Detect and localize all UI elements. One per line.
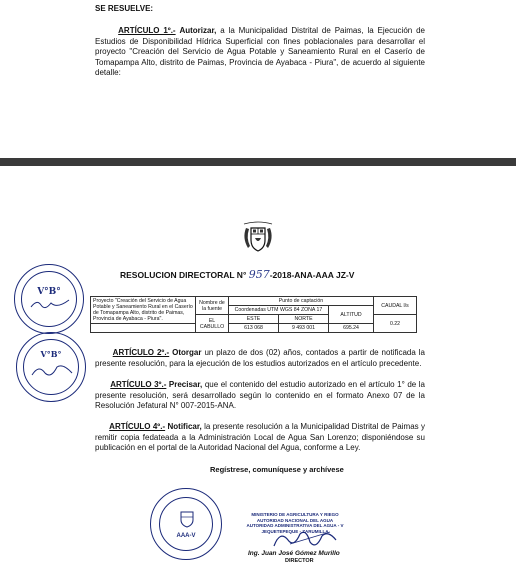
seal-label: AAA-V bbox=[176, 533, 196, 539]
registrese-line: Regístrese, comuníquese y archívese bbox=[210, 465, 344, 474]
document-page-bottom bbox=[0, 172, 516, 573]
table-header-caudal: CAUDAL l/s bbox=[374, 297, 417, 315]
signature-line-4: JEQUETEPEQUE - ZARUMILLA bbox=[261, 528, 329, 534]
seal-emblem-icon bbox=[177, 509, 197, 529]
stamp-1-signature-icon bbox=[29, 297, 71, 311]
article-2-text: un plazo de dos (02) años, contados a partir de notificada la presente resolución, para la ejecución de los estudios autorizados en el artículo precedente. bbox=[95, 348, 425, 368]
ministry-seal-stamp bbox=[150, 488, 222, 560]
table-header-altitud: ALTITUD bbox=[329, 306, 374, 324]
title-prefix: RESOLUCION DIRECTORAL N° bbox=[120, 270, 247, 280]
article-4-verb: Notificar, bbox=[167, 422, 202, 431]
signature-line-3: AUTORIDAD ADMINISTRATIVA DEL AGUA - V bbox=[246, 523, 344, 528]
table-header-coordenadas: Coordenadas UTM WGS 84 ZONA 17 bbox=[229, 306, 329, 315]
stamp-2-vb: V°B° bbox=[40, 349, 62, 359]
table-proyecto-cell: Proyecto "Creación del Servicio de Agua Potable y Saneamiento Rural en el Caserío de Tomapampa Alto, distrito de Paimas, Provincia de Ayabaca - Piura". bbox=[91, 297, 196, 324]
stamp-1-vb: V°B° bbox=[37, 287, 61, 297]
resolution-title bbox=[120, 268, 354, 281]
signer-title: DIRECTOR bbox=[285, 558, 314, 564]
table-header-punto: Punto de captación bbox=[229, 297, 374, 306]
approval-stamp-1 bbox=[14, 264, 84, 334]
detail-table bbox=[90, 296, 417, 333]
article-4 bbox=[95, 422, 425, 454]
peru-coat-of-arms-icon bbox=[240, 220, 276, 254]
article-4-text: la presente resolución a la Municipalidad Distrital de Paimas y remitir copia fedateada a la Administración Local de Agua San Lorenzo; disponiéndose su publicación en el portal de la Autoridad Nacional del Agua, conforme a Ley. bbox=[95, 422, 426, 452]
article-3-verb: Precisar, bbox=[168, 380, 203, 389]
signer-name: Ing. Juan José Gómez Murillo bbox=[248, 550, 340, 557]
signature-line-1: MINISTERIO DE AGRICULTURA Y RIEGO bbox=[251, 512, 339, 517]
article-4-heading: ARTÍCULO 4º.- bbox=[109, 422, 166, 431]
article-1-text: a la Municipalidad Distrital de Paimas, la Ejecución de Estudios de Disponibilidad Hídrica Superficial con fines poblacionales para desarrollar el proyecto "Creación del Servicio de Agua Potable y Saneamiento Rural en el Caserío de Tomapampa Alto, distrito de Paimas, Provincia de Ayabaca - Piura", de acuerdo al siguiente detalle: bbox=[95, 26, 425, 77]
table-caudal-value: 0.22 bbox=[374, 315, 417, 333]
resolution-number-handwritten: 957 bbox=[248, 268, 270, 281]
article-3-text: que el contenido del estudio autorizado en el artículo 1° de la presente resolución, será desarrollado según lo contenido en el formato Anexo 07 de la Resolución Jefatural N° 007-2015-ANA. bbox=[95, 380, 425, 410]
approval-stamp-2 bbox=[16, 332, 86, 402]
article-1-heading: ARTÍCULO 1º.- bbox=[118, 26, 176, 35]
stamp-2-signature-icon bbox=[29, 361, 75, 381]
table-altitud-value: 695.24 bbox=[329, 324, 374, 333]
table-header-este: ESTE bbox=[229, 315, 279, 324]
signature-line-2: AUTORIDAD NACIONAL DEL AGUA bbox=[256, 517, 334, 523]
table-norte-value: 9 493 001 bbox=[279, 324, 329, 333]
table-header-fuente: Nombre de la fuente bbox=[196, 297, 229, 315]
se-resuelve-heading: SE RESUELVE: bbox=[95, 4, 154, 13]
article-1 bbox=[95, 26, 425, 79]
document-page-top bbox=[0, 0, 516, 158]
article-2-heading: ARTÍCULO 2º.- bbox=[112, 348, 170, 357]
table-este-value: 613 068 bbox=[229, 324, 279, 333]
table-header-norte: NORTE bbox=[279, 315, 329, 324]
article-3-heading: ARTÍCULO 3º.- bbox=[110, 380, 167, 389]
article-2 bbox=[95, 348, 425, 369]
article-1-verb: Autorizar, bbox=[179, 26, 217, 35]
page-divider bbox=[0, 158, 516, 166]
title-suffix: -2018-ANA-AAA JZ-V bbox=[269, 270, 355, 280]
handwritten-signature-icon bbox=[270, 526, 340, 552]
article-2-verb: Otorgar bbox=[172, 348, 202, 357]
article-3 bbox=[95, 380, 425, 412]
table-fuente-value: EL CABULLO bbox=[196, 315, 229, 333]
